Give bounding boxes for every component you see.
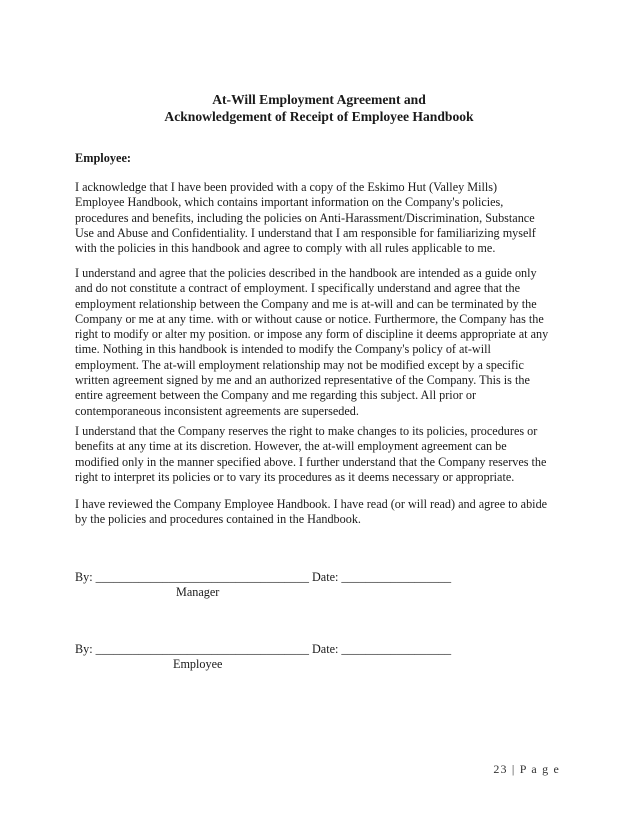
paragraph-line: benefits at any time at its discretion. However, the at-will employment agreement can be xyxy=(75,439,507,454)
paragraph-at-will xyxy=(75,266,575,419)
paragraph-line: by the policies and procedures contained in the Handbook. xyxy=(75,512,361,527)
document-title-line1: At-Will Employment Agreement and xyxy=(212,92,426,107)
employee-label: Employee: xyxy=(75,151,132,165)
paragraph-line: contemporaneous inconsistent agreements are superseded. xyxy=(75,403,359,418)
paragraph-line: I have reviewed the Company Employee Handbook. I have read (or will read) and agree to abide xyxy=(75,497,548,511)
paragraph-acknowledgement xyxy=(75,180,575,256)
paragraph-policy-changes xyxy=(75,424,575,485)
paragraph-line: right to modify or alter my position. or impose any form of discipline it deems appropriate at any xyxy=(75,327,549,342)
paragraph-line: time. Nothing in this handbook is intended to modify the Company's policy of at-will xyxy=(75,342,491,357)
paragraph-line: employment. The at-will employment relationship may not be modified except by a specific xyxy=(75,357,524,372)
paragraph-line: employment relationship between the Company and me is at-will and can be terminated by the xyxy=(75,296,537,311)
manager-role-label: Manager xyxy=(176,585,220,599)
page-number: 23 | P a g e xyxy=(493,762,560,776)
paragraph-line: I acknowledge that I have been provided with a copy of the Eskimo Hut (Valley Mills) xyxy=(75,180,498,194)
paragraph-line: procedures and benefits, including the policies on Anti-Harassment/Discrimination, Substance xyxy=(75,210,535,225)
employee-signature-line[interactable]: By: ___________________________________ Date: __________________ xyxy=(75,642,452,656)
paragraph-line: I understand and agree that the policies described in the handbook are intended as a guide only xyxy=(75,266,537,280)
document-title-line2: Acknowledgement of Receipt of Employee Handbook xyxy=(164,109,474,124)
employee-role-label: Employee xyxy=(173,657,223,671)
paragraph-line: Use and Abuse and Confidentiality. I understand that I am responsible for familiarizing myself xyxy=(75,225,536,240)
paragraph-line: I understand that the Company reserves the right to make changes to its policies, procedures or xyxy=(75,424,538,438)
paragraph-line: right to interpret its policies or to vary its procedures as it deems necessary or appropriate. xyxy=(75,469,515,484)
paragraph-line: modified only in the manner specified above. I further understand that the Company reserves the xyxy=(75,454,547,469)
paragraph-line: and do not constitute a contract of employment. I specifically understand and agree that the xyxy=(75,281,521,296)
manager-signature-line[interactable]: By: ___________________________________ Date: __________________ xyxy=(75,570,452,584)
paragraph-line: Employee Handbook, which contains important information on the Company's policies, xyxy=(75,195,504,210)
paragraph-line: Company or me at any time. with or without cause or notice. Furthermore, the Company has the xyxy=(75,311,544,326)
paragraph-line: written agreement signed by me and an authorized representative of the Company. This is the xyxy=(75,373,530,388)
paragraph-line: with the policies in this handbook and agree to comply with all rules applicable to me. xyxy=(75,241,496,256)
paragraph-line: entire agreement between the Company and me regarding this subject. All prior or xyxy=(75,388,477,403)
paragraph-review xyxy=(75,497,575,528)
